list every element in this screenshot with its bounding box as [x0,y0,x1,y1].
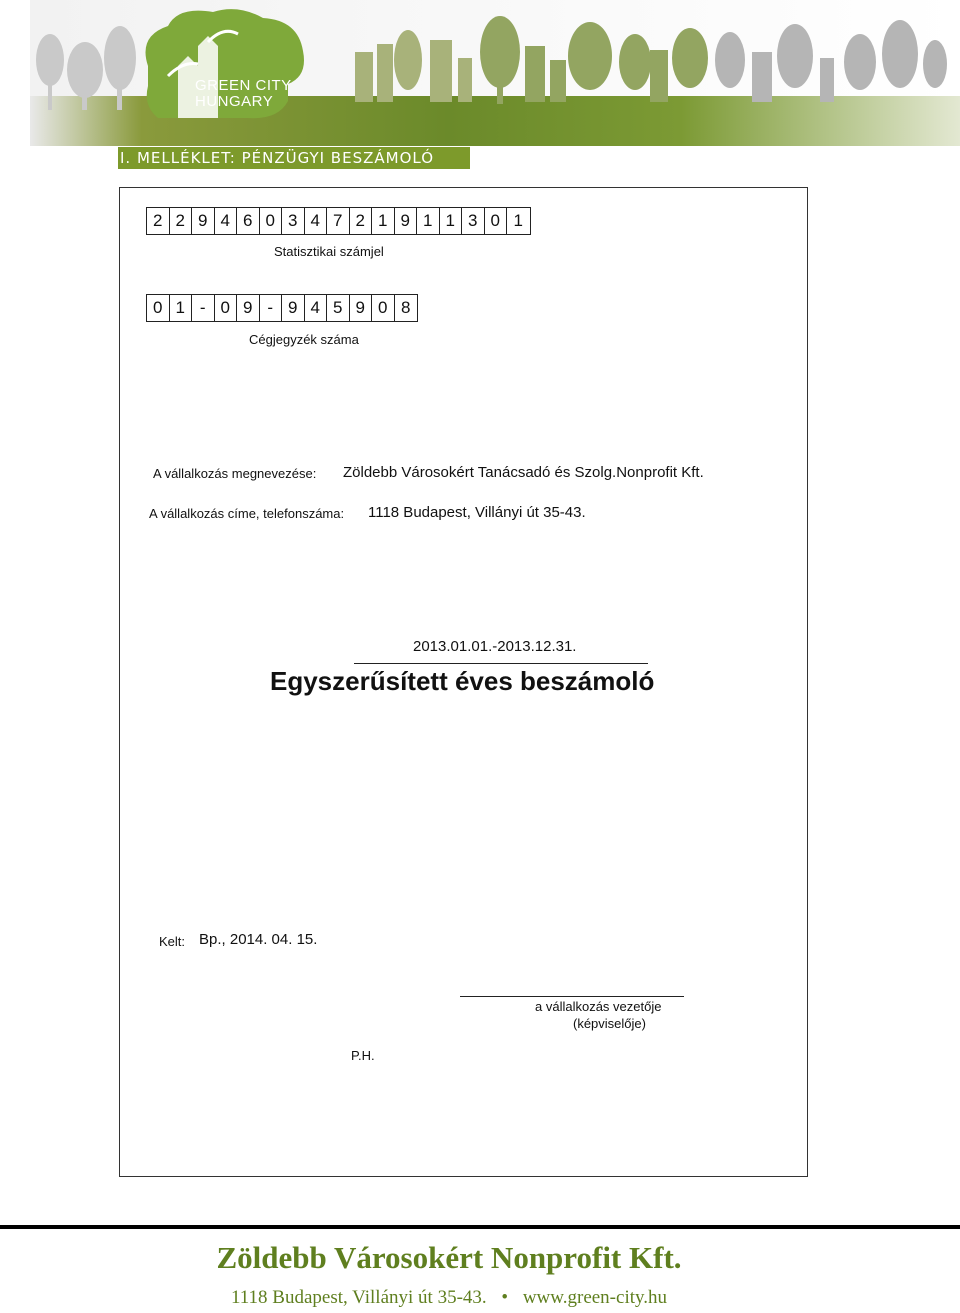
footer-separator: • [501,1287,509,1308]
signature-caption-2: (képviselője) [573,1016,646,1031]
stat-digit: 4 [215,208,238,234]
stat-digit: 7 [327,208,350,234]
footer-address: 1118 Budapest, Villányi út 35-43. [230,1287,487,1308]
stat-digit: 9 [192,208,215,234]
signature-caption-1: a vállalkozás vezetője [535,999,662,1014]
registry-digit: 9 [237,295,260,321]
footer-org-name: Zöldebb Városokért Nonprofit Kft. [216,1240,682,1275]
stat-number-boxes [146,207,531,235]
stat-digit: 4 [305,208,328,234]
footer-rule [0,1225,960,1229]
registry-digit: 0 [147,295,170,321]
stat-number-caption: Statisztikai számjel [274,244,384,259]
registry-number-boxes [146,294,418,322]
period: 2013.01.01.-2013.12.31. [413,638,577,655]
stat-digit: 9 [395,208,418,234]
registry-caption: Cégjegyzék száma [249,332,359,347]
stat-digit: 2 [147,208,170,234]
footer-contact [0,1287,898,1309]
stat-digit: 6 [237,208,260,234]
logo-text-line2: HUNGARY [195,93,274,110]
stat-digit: 2 [170,208,193,234]
section-title: I. MELLÉKLET: PÉNZÜGYI BESZÁMOLÓ [118,147,470,169]
registry-digit: 0 [215,295,238,321]
stat-digit: 0 [260,208,283,234]
address-value: 1118 Budapest, Villányi út 35-43. [368,504,586,521]
stat-digit: 1 [372,208,395,234]
registry-digit: 9 [282,295,305,321]
footer-website[interactable]: www.green-city.hu [522,1287,668,1308]
registry-digit: 9 [350,295,373,321]
company-name-label: A vállalkozás megnevezése: [153,466,317,481]
stat-digit: 1 [417,208,440,234]
stat-digit: 2 [350,208,373,234]
stamp-label: P.H. [351,1048,375,1063]
registry-digit: 4 [305,295,328,321]
logo-text [195,78,292,110]
registry-digit: 1 [170,295,193,321]
registry-digit: 0 [372,295,395,321]
registry-digit: - [260,295,283,321]
dated-label: Kelt: [159,934,186,949]
stat-digit: 1 [513,211,523,230]
registry-digit: 5 [327,295,350,321]
address-label: A vállalkozás címe, telefonszáma: [149,506,345,521]
stat-digit: 3 [282,208,305,234]
registry-digit: 8 [401,298,411,317]
report-title: Egyszerűsített éves beszámoló [270,666,655,696]
report-form [119,187,808,1177]
company-name-value: Zöldebb Városokért Tanácsadó és Szolg.Nonprofit Kft. [343,464,704,481]
signature-line [460,996,684,997]
stat-digit: 1 [440,208,463,234]
period-underline [354,663,648,664]
stat-digit: 0 [485,208,508,234]
stat-digit: 3 [462,208,485,234]
dated-value: Bp., 2014. 04. 15. [199,931,318,948]
registry-digit: - [192,295,215,321]
logo-text-line1: GREEN CITY [195,77,292,94]
